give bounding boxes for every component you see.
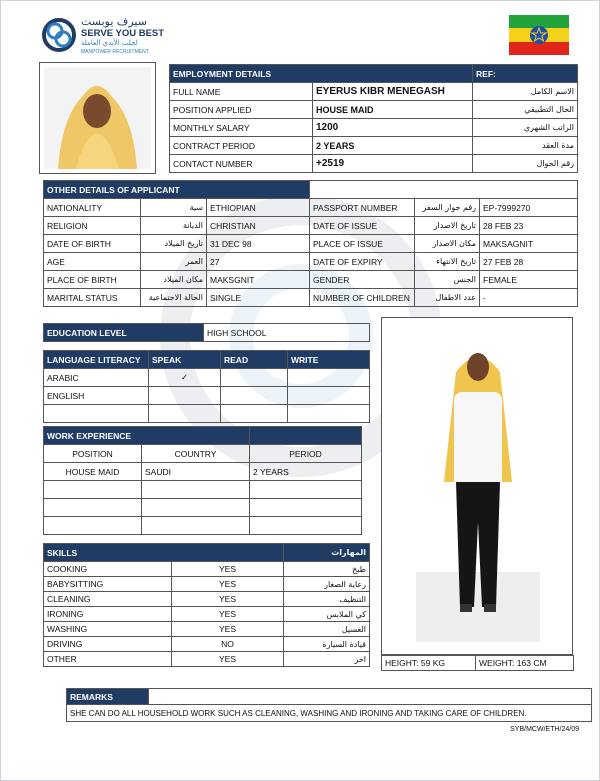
- skill-label-ar: كي الملابس: [284, 607, 370, 622]
- education-level: [43, 323, 369, 342]
- full-body-photo: [381, 317, 573, 655]
- skills-header-ar: المهارات: [284, 544, 370, 562]
- details-row: [44, 235, 578, 253]
- field-value: EP-7999270: [480, 199, 578, 217]
- skill-label: CLEANING: [44, 592, 172, 607]
- employment-row: [170, 155, 578, 173]
- company-arabic-name: سيرف يوبست: [81, 15, 147, 28]
- field-value: ETHIOPIAN: [207, 199, 310, 217]
- contact-value: +2519: [313, 155, 473, 173]
- details-row: [44, 217, 578, 235]
- employment-details: [169, 64, 577, 173]
- speak-value: [149, 387, 221, 405]
- position-value: HOUSE MAID: [313, 101, 473, 119]
- education-value: HIGH SCHOOL: [204, 324, 370, 342]
- logo-emblem-icon: [41, 17, 77, 53]
- field-label-ar: الحالة الاجتماعية: [141, 289, 207, 307]
- field-label-ar: تاريخ الانتهاء: [415, 253, 480, 271]
- field-value: FEMALE: [480, 271, 578, 289]
- skill-label: BABYSITTING: [44, 577, 172, 592]
- employment-row: [170, 101, 578, 119]
- skills: [43, 543, 369, 667]
- field-label: NUMBER OF CHILDREN: [310, 289, 415, 307]
- field-value: 28 FEB 23: [480, 217, 578, 235]
- education-label: EDUCATION LEVEL: [44, 324, 204, 342]
- language-row: [44, 387, 370, 405]
- field-label-ar: العمر: [141, 253, 207, 271]
- field-label-ar: تاريخ الاصدار: [415, 217, 480, 235]
- field-label: MARITAL STATUS: [44, 289, 141, 307]
- skill-value: YES: [172, 562, 284, 577]
- field-label-ar: مكان الاصدار: [415, 235, 480, 253]
- field-label-ar: سية: [141, 199, 207, 217]
- portrait-photo: [39, 62, 156, 174]
- write-value: [288, 387, 370, 405]
- company-tagline: MANPOWER RECRUITMENT: [81, 49, 149, 55]
- skill-row: [44, 652, 370, 667]
- field-value: -: [480, 289, 578, 307]
- details-row: [44, 253, 578, 271]
- skill-label-ar: رعاية الصغار: [284, 577, 370, 592]
- read-value: [221, 387, 288, 405]
- field-label: MONTHLY SALARY: [170, 119, 313, 137]
- write-header: WRITE: [288, 351, 370, 369]
- field-label: RELIGION: [44, 217, 141, 235]
- skill-value: NO: [172, 637, 284, 652]
- skill-value: YES: [172, 607, 284, 622]
- field-label: AGE: [44, 253, 141, 271]
- field-label-ar: مدة العقد: [473, 137, 578, 155]
- field-label: PASSPORT NUMBER: [310, 199, 415, 217]
- details-row: [44, 289, 578, 307]
- skill-label: IRONING: [44, 607, 172, 622]
- read-value: [221, 369, 288, 387]
- field-label-ar: الراتب الشهري: [473, 119, 578, 137]
- speak-header: SPEAK: [149, 351, 221, 369]
- ref-label: REF:: [473, 65, 578, 83]
- employment-header: EMPLOYMENT DETAILS: [170, 65, 473, 83]
- field-label: PLACE OF ISSUE: [310, 235, 415, 253]
- height-value: HEIGHT: 59 KG: [382, 656, 476, 671]
- skill-value: YES: [172, 622, 284, 637]
- skill-row: [44, 592, 370, 607]
- field-label-ar: الديانة: [141, 217, 207, 235]
- field-label-ar: الحال التطبيقي: [473, 101, 578, 119]
- language-header: LANGUAGE LITERACY: [44, 351, 149, 369]
- country-header: COUNTRY: [142, 445, 250, 463]
- language-name: ARABIC: [44, 369, 149, 387]
- skill-label-ar: قيادة السيارة: [284, 637, 370, 652]
- period-header: PERIOD: [250, 445, 362, 463]
- language-row: [44, 369, 370, 387]
- skill-value: YES: [172, 577, 284, 592]
- document-code: SYB/MCW/ETH/24/09: [510, 726, 579, 733]
- language-literacy: [43, 350, 369, 423]
- skill-label: DRIVING: [44, 637, 172, 652]
- skill-value: YES: [172, 652, 284, 667]
- skill-label: OTHER: [44, 652, 172, 667]
- other-details-header: OTHER DETAILS OF APPLICANT: [44, 181, 310, 199]
- field-label-ar: الجنس: [415, 271, 480, 289]
- field-label: POSITION APPLIED: [170, 101, 313, 119]
- field-label-ar: رقم الجوال: [473, 155, 578, 173]
- remarks: [66, 688, 591, 733]
- field-label: DATE OF ISSUE: [310, 217, 415, 235]
- language-name: ENGLISH: [44, 387, 149, 405]
- field-label-ar: تاريخ الميلاد: [141, 235, 207, 253]
- field-label: GENDER: [310, 271, 415, 289]
- field-label: NATIONALITY: [44, 199, 141, 217]
- skill-label: WASHING: [44, 622, 172, 637]
- ethiopia-flag: [509, 15, 569, 55]
- field-value: SINGLE: [207, 289, 310, 307]
- field-value: 31 DEC 98: [207, 235, 310, 253]
- read-header: READ: [221, 351, 288, 369]
- company-logo: [41, 15, 171, 59]
- field-label: FULL NAME: [170, 83, 313, 101]
- check-icon: ✓: [149, 369, 221, 387]
- skill-row: [44, 607, 370, 622]
- work-row: [44, 463, 362, 481]
- skill-label-ar: اخر: [284, 652, 370, 667]
- skill-row: [44, 577, 370, 592]
- field-label: CONTACT NUMBER: [170, 155, 313, 173]
- employment-row: [170, 83, 578, 101]
- position-header: POSITION: [44, 445, 142, 463]
- company-name: SERVE YOU BEST: [81, 28, 165, 39]
- field-value: MAKSGNIT: [207, 271, 310, 289]
- other-details: [43, 180, 577, 307]
- skill-row: [44, 622, 370, 637]
- work-country: SAUDI: [142, 463, 250, 481]
- work-period: 2 YEARS: [250, 463, 362, 481]
- field-value: CHRISTIAN: [207, 217, 310, 235]
- field-label: DATE OF BIRTH: [44, 235, 141, 253]
- measurements: [381, 655, 573, 671]
- skill-label-ar: طبخ: [284, 562, 370, 577]
- work-experience: [43, 426, 361, 535]
- skill-label: COOKING: [44, 562, 172, 577]
- field-label: CONTRACT PERIOD: [170, 137, 313, 155]
- company-arabic-tagline: لجلب الأيدي العاملة: [81, 39, 138, 47]
- field-label-ar: مكان الميلاد: [141, 271, 207, 289]
- field-label: DATE OF EXPIRY: [310, 253, 415, 271]
- remarks-text: SHE CAN DO ALL HOUSEHOLD WORK SUCH AS CLEANING, WASHING AND IRONING AND TAKING CARE OF CHILDREN.: [67, 705, 592, 722]
- field-label: PLACE OF BIRTH: [44, 271, 141, 289]
- full-name-value: EYERUS KIBR MENEGASH: [313, 83, 473, 101]
- field-value: 27 FEB 28: [480, 253, 578, 271]
- employment-row: [170, 119, 578, 137]
- employment-row: [170, 137, 578, 155]
- salary-value: 1200: [313, 119, 473, 137]
- remarks-header: REMARKS: [67, 689, 149, 705]
- contract-value: 2 YEARS: [313, 137, 473, 155]
- write-value: [288, 369, 370, 387]
- field-label-ar: رقم جواز السفر: [415, 199, 480, 217]
- employment-header-row: [170, 65, 578, 83]
- weight-value: WEIGHT: 163 CM: [476, 656, 574, 671]
- field-value: MAKSAGNIT: [480, 235, 578, 253]
- skills-header: SKILLS: [44, 544, 284, 562]
- skill-label-ar: التنظيف: [284, 592, 370, 607]
- details-row: [44, 199, 578, 217]
- skill-row: [44, 637, 370, 652]
- work-position: HOUSE MAID: [44, 463, 142, 481]
- work-header: WORK EXPERIENCE: [44, 427, 250, 445]
- details-row: [44, 271, 578, 289]
- skill-label-ar: الغسيل: [284, 622, 370, 637]
- skill-row: [44, 562, 370, 577]
- flag-star-icon: [529, 25, 549, 45]
- field-value: 27: [207, 253, 310, 271]
- field-label-ar: الاسم الكامل: [473, 83, 578, 101]
- skill-value: YES: [172, 592, 284, 607]
- field-label-ar: عدد الاطفال: [415, 289, 480, 307]
